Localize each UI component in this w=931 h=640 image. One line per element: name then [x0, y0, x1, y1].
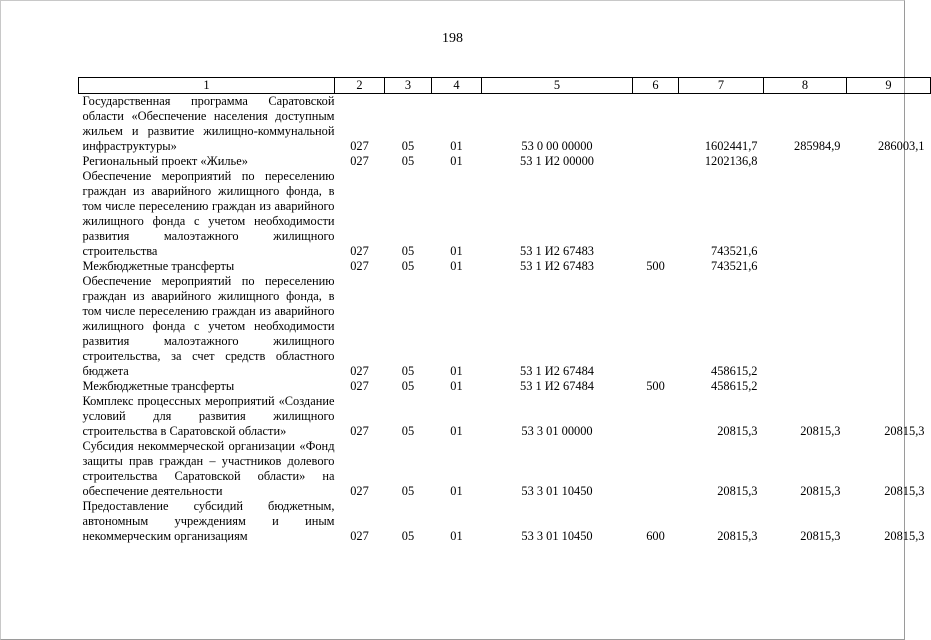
row-value-cell: 027 [350, 154, 369, 168]
table-row [79, 439, 931, 499]
column-header: 4 [432, 78, 482, 94]
row-value-cell: 286003,1 [878, 139, 925, 153]
column-header: 5 [482, 78, 633, 94]
row-value-cell: 01 [450, 244, 463, 258]
row-value-cell: 05 [401, 424, 415, 438]
row-value-cell: 53 3 01 00000 [521, 424, 593, 438]
table-row [79, 499, 931, 544]
row-value-cell: 027 [350, 529, 369, 543]
row-value-cell: 743521,6 [711, 259, 758, 273]
row-value-cell: 05 [401, 484, 415, 498]
row-value-cell: 05 [401, 529, 415, 543]
row-value-cell [764, 379, 847, 394]
row-value-cell: 01 [450, 529, 463, 543]
row-value-cell: 20815,3 [800, 484, 841, 498]
row-name-cell: Региональный проект «Жилье» [82, 154, 248, 168]
row-value-cell: 500 [646, 259, 665, 273]
row-value-cell: 20815,3 [717, 484, 758, 498]
page-number: 198 [442, 31, 463, 46]
row-value-cell: 20815,3 [884, 424, 925, 438]
row-value-cell [764, 259, 847, 274]
header-row [79, 78, 931, 94]
row-value-cell [847, 154, 931, 169]
row-value-cell [764, 169, 847, 259]
row-name-cell: Межбюджетные трансферты [82, 379, 235, 393]
row-value-cell: 53 3 01 10450 [521, 529, 593, 543]
row-value-cell: 53 3 01 10450 [521, 484, 593, 498]
row-value-cell: 05 [401, 139, 415, 153]
column-header: 2 [335, 78, 385, 94]
row-value-cell: 05 [401, 379, 415, 393]
row-value-cell: 05 [401, 154, 415, 168]
row-value-cell: 20815,3 [717, 424, 758, 438]
row-value-cell [764, 154, 847, 169]
table-row [79, 169, 931, 259]
row-value-cell: 01 [450, 139, 463, 153]
row-name-cell: Субсидия некоммерческой организации «Фонд защиты прав граждан – участников долевого строительства Саратовской области» на обеспечение деятельности [82, 439, 335, 498]
budget-table [78, 77, 931, 544]
row-value-cell: 01 [450, 364, 463, 378]
row-value-cell: 20815,3 [800, 529, 841, 543]
row-value-cell: 53 1 И2 67484 [520, 364, 594, 378]
row-value-cell: 53 1 И2 67483 [520, 244, 594, 258]
row-name-cell: Межбюджетные трансферты [82, 259, 235, 273]
table-row [79, 259, 931, 274]
row-value-cell: 05 [401, 364, 415, 378]
row-value-cell [847, 169, 931, 259]
column-header: 1 [79, 78, 335, 94]
row-value-cell: 20815,3 [884, 484, 925, 498]
row-value-cell: 01 [450, 379, 463, 393]
table-row [79, 154, 931, 169]
row-name-cell: Обеспечение мероприятий по переселению граждан из аварийного жилищного фонда, в том числе переселению граждан из аварийного жилищного фонда с учетом необходимости развития малоэтажного жилищного строительства [82, 169, 335, 258]
row-name-cell: Обеспечение мероприятий по переселению граждан из аварийного жилищного фонда, в том числе переселению граждан из аварийного жилищного фонда с учетом необходимости развития малоэтажного жилищного строительства, за счет средств областного бюджета [82, 274, 335, 378]
row-value-cell: 027 [350, 424, 369, 438]
table-row [79, 94, 931, 155]
row-value-cell: 458615,2 [711, 364, 758, 378]
row-value-cell: 027 [350, 364, 369, 378]
row-value-cell: 01 [450, 484, 463, 498]
row-value-cell [847, 274, 931, 379]
row-value-cell: 01 [450, 424, 463, 438]
row-name-cell: Предоставление субсидий бюджетным, автономным учреждениям и иным некоммерческим организациям [82, 499, 335, 543]
row-value-cell: 05 [401, 259, 415, 273]
column-header: 8 [764, 78, 847, 94]
column-header: 7 [679, 78, 764, 94]
row-value-cell: 027 [350, 244, 369, 258]
row-value-cell [633, 154, 679, 169]
row-value-cell: 1202136,8 [704, 154, 758, 168]
row-value-cell: 743521,6 [711, 244, 758, 258]
row-value-cell: 1602441,7 [704, 139, 758, 153]
row-value-cell: 20815,3 [800, 424, 841, 438]
table-row [79, 274, 931, 379]
table-row [79, 394, 931, 439]
row-value-cell: 458615,2 [711, 379, 758, 393]
row-value-cell: 53 1 И2 67483 [520, 259, 594, 273]
row-value-cell: 027 [350, 484, 369, 498]
row-value-cell [633, 94, 679, 155]
row-value-cell: 027 [350, 379, 369, 393]
table-row [79, 379, 931, 394]
row-value-cell: 53 1 И2 67484 [520, 379, 594, 393]
row-value-cell: 600 [646, 529, 665, 543]
row-value-cell: 20815,3 [884, 529, 925, 543]
row-value-cell [633, 169, 679, 259]
row-value-cell: 01 [450, 154, 463, 168]
row-value-cell: 500 [646, 379, 665, 393]
row-value-cell: 027 [350, 259, 369, 273]
row-value-cell: 027 [350, 139, 369, 153]
row-value-cell [847, 259, 931, 274]
column-header: 3 [385, 78, 432, 94]
column-header: 9 [847, 78, 931, 94]
row-name-cell: Государственная программа Саратовской области «Обеспечение населения доступным жильем и развитие жилищно-коммунальной инфраструктуры» [82, 94, 335, 153]
row-name-cell: Комплекс процессных мероприятий «Создание условий для развития жилищного строительства в Саратовской области» [82, 394, 335, 438]
row-value-cell: 285984,9 [794, 139, 841, 153]
row-value-cell [847, 379, 931, 394]
row-value-cell [633, 274, 679, 379]
row-value-cell [764, 274, 847, 379]
row-value-cell: 53 1 И2 00000 [520, 154, 594, 168]
row-value-cell [633, 394, 679, 439]
row-value-cell: 53 0 00 00000 [521, 139, 593, 153]
column-header: 6 [633, 78, 679, 94]
row-value-cell [633, 439, 679, 499]
row-value-cell: 05 [401, 244, 415, 258]
row-value-cell: 01 [450, 259, 463, 273]
row-value-cell: 20815,3 [717, 529, 758, 543]
